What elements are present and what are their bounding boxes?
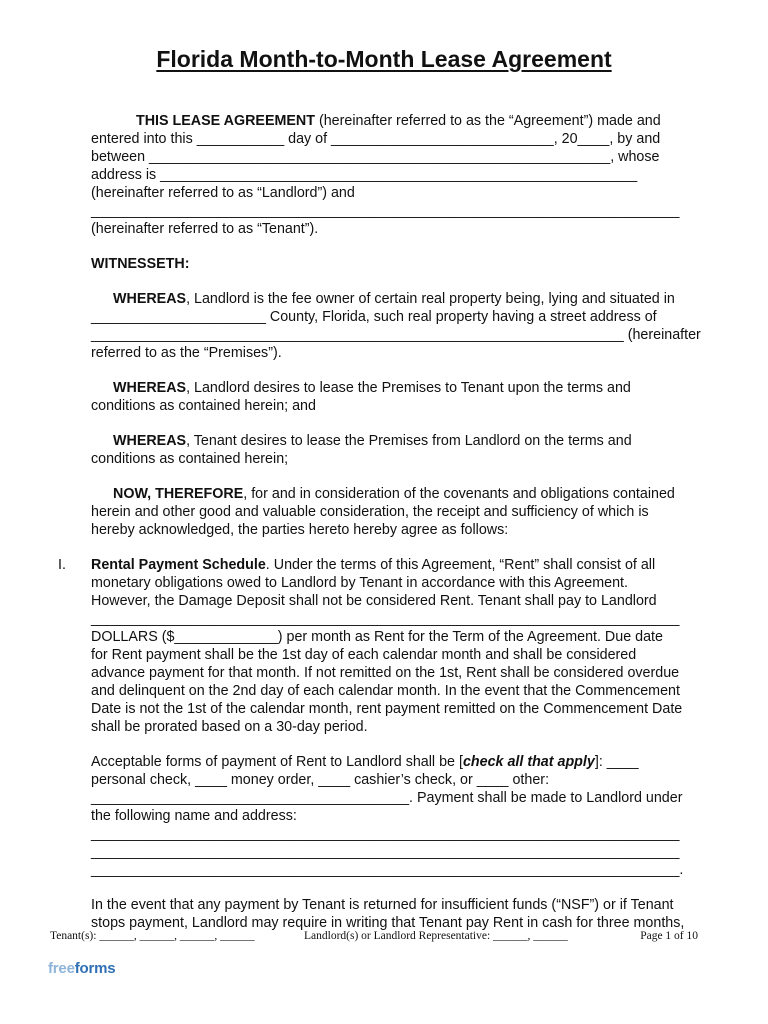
intro-line-4: address is ____________________________________________________________ [91,167,638,183]
section1-line-2: monetary obligations owed to Landlord by Tenant in accordance with this Agreement. [91,575,628,591]
section1-line-8: and delinquent on the 2nd day of each calendar month. In the event that the Commencement [91,683,680,699]
intro-line-1: THIS LEASE AGREEMENT (hereinafter referred to as the “Agreement”) made and [136,113,661,129]
section-number: I. [58,557,66,573]
page-footer [50,930,718,948]
whereas1-line-4: referred to as the “Premises”). [91,345,282,361]
section1-line-7: advance payment for that month. If not remitted on the 1st, Rent shall be considered overdue [91,665,680,681]
whereas3-line-1: WHEREAS, Tenant desires to lease the Premises from Landlord on the terms and [113,433,632,449]
intro-line-3: between __________________________________________________________, whose [91,149,660,165]
now-therefore-line-3: hereby acknowledged, the parties hereto hereby agree as follows: [91,522,509,538]
intro-line-6: __________________________________________________________________________ [91,203,680,219]
payment-line-7: __________________________________________________________________________. [91,862,684,878]
section1-line-5: DOLLARS ($_____________) per month as Rent for the Term of the Agreement. Due date [91,629,663,645]
section1-line-10: shall be prorated based on a 30-day period. [91,719,368,735]
intro-line-2: entered into this ___________ day of ____________________________, 20____, by and [91,131,661,147]
payment-line-3: ________________________________________. Payment shall be made to Landlord under [91,790,683,806]
section1-line-4: __________________________________________________________________________ [91,611,680,627]
document-body [58,112,721,932]
section1-line-3: However, the Damage Deposit shall not be considered Rent. Tenant shall pay to Landlord [91,593,657,609]
payment-line-6: __________________________________________________________________________ [91,844,680,860]
footer-page-number: Page 1 of 10 [640,930,698,942]
section-rental-payment [58,556,721,932]
payment-line-5: __________________________________________________________________________ [91,826,680,842]
witnesseth-heading: WITNESSETH: [91,256,190,272]
now-therefore-line-1: NOW, THEREFORE, for and in consideration of the covenants and obligations contained [113,486,675,502]
section1-heading: Rental Payment Schedule [91,557,266,573]
intro-lead: THIS LEASE AGREEMENT [136,113,315,129]
document-title: Florida Month-to-Month Lease Agreement [156,46,612,72]
footer-landlord-initials: Landlord(s) or Landlord Representative: ______, ______ [304,930,568,942]
whereas1-line-3: ___________________________________________________________________ (hereinafter [91,327,701,343]
nsf-line-2: stops payment, Landlord may require in writing that Tenant pay Rent in cash for three months, [91,915,685,931]
payment-line-4: the following name and address: [91,808,297,824]
now-therefore-line-2: herein and other good and valuable consideration, the receipt and sufficiency of which is [91,504,649,520]
payment-line-2: personal check, ____ money order, ____ cashier’s check, or ____ other: [91,772,550,788]
section1-line-6: for Rent payment shall be the 1st day of each calendar month and shall be considered [91,647,637,663]
footer-tenant-initials: Tenant(s): ______, ______, ______, ______ [50,930,255,942]
whereas1-line-1: WHEREAS, Landlord is the fee owner of certain real property being, lying and situated in [113,291,675,307]
whereas2-line-2: conditions as contained herein; and [91,398,316,414]
intro-line-5: (hereinafter referred to as “Landlord”) and [91,185,355,201]
whereas3-line-2: conditions as contained herein; [91,451,289,467]
section1-line-9: Date is not the 1st of the calendar month, rent payment remitted on the Commencement Date [91,701,683,717]
section1-line-1: Rental Payment Schedule. Under the terms of this Agreement, “Rent” shall consist of all [91,557,656,573]
payment-line-1: Acceptable forms of payment of Rent to Landlord shall be [check all that apply]: ____ [91,754,639,770]
whereas2-line-1: WHEREAS, Landlord desires to lease the Premises to Tenant upon the terms and [113,380,631,396]
intro-line-7: (hereinafter referred to as “Tenant”). [91,221,319,237]
whereas1-line-2: ______________________ County, Florida, such real property having a street address of [91,309,657,325]
freeforms-logo: freeforms [48,960,116,977]
nsf-line-1: In the event that any payment by Tenant is returned for insufficient funds (“NSF”) or if Tenant [91,897,674,913]
